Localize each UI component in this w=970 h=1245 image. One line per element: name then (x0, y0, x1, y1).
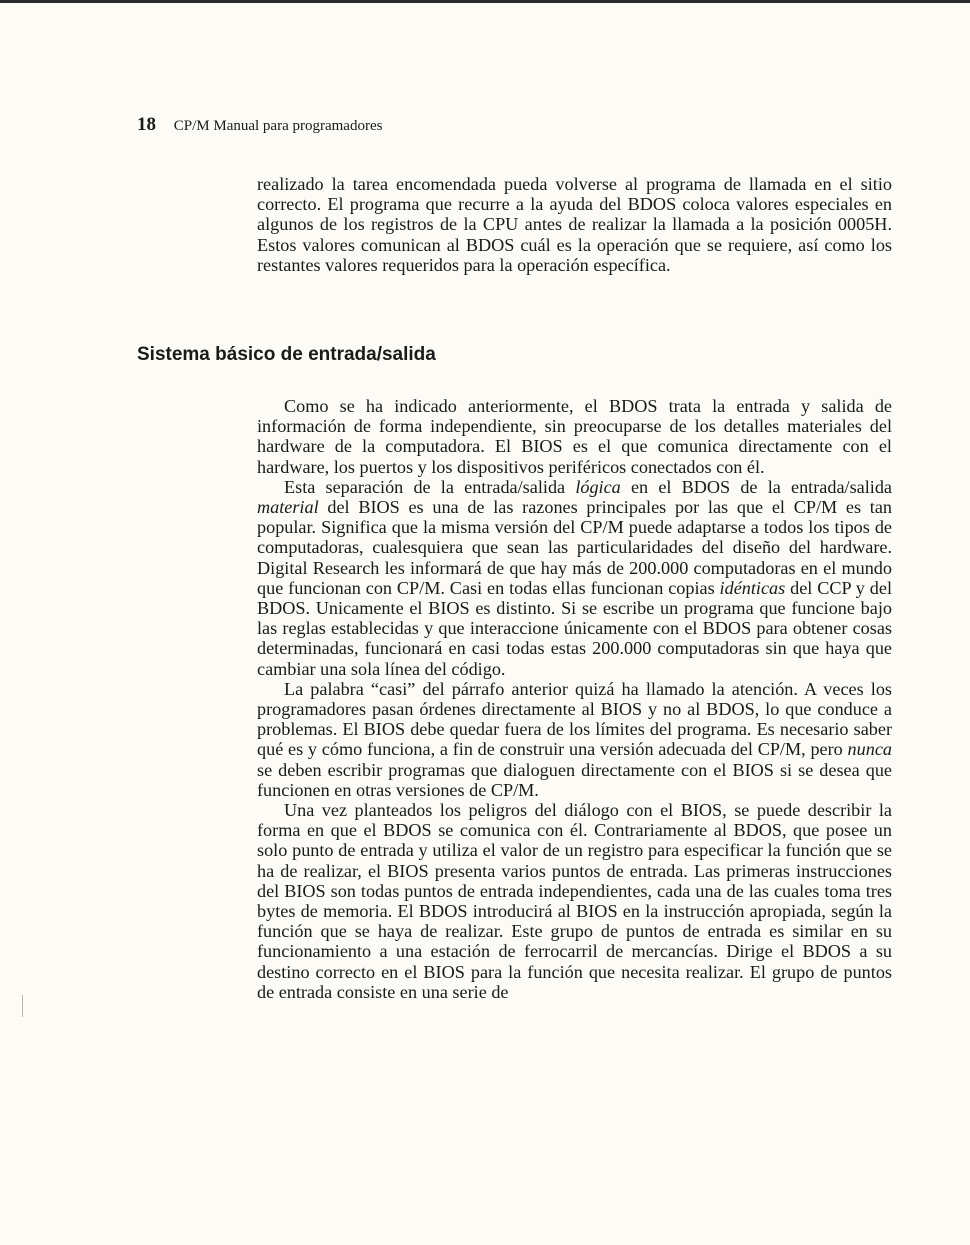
paragraph-2 (257, 477, 892, 679)
paragraph-2-italic-identicas: idénticas (719, 577, 786, 598)
paragraph-2-text-c: del BIOS es una de las razones principales por las que el CP/M es tan popular. Significa que la misma versión del CP/M puede adaptarse a todos los tipos de computadoras, cualesquiera que sean las particularidades del diseño del hardware. Digital Research les informará de que hay más de 200.000 computadoras en el mundo que funcionan con CP/M. Casi en todas ellas funcionan copias (257, 497, 892, 598)
section-heading: Sistema básico de entrada/salida (137, 344, 436, 365)
paragraph-2-italic-logica: lógica (575, 476, 621, 497)
paragraph-2-text-b: en el BDOS de la entrada/salida (620, 476, 893, 497)
page-number: 18 (137, 114, 156, 135)
paragraph-4: Una vez planteados los peligros del diálogo con el BIOS, se puede describir la forma en que el BDOS se comunica con él. Contrariamente al BDOS, que posee un solo punto de entrada y utiliza el valor de un registro para especificar la función que se ha de realizar, el BIOS presenta varios puntos de entrada. Las primeras instrucciones del BIOS son todas puntos de entrada independientes, cada una de las cuales toma tres bytes de memoria. El BDOS introducirá al BIOS en la instrucción apropiada, según la función que se haya de realizar. Este grupo de puntos de entrada es similar en su funcionamiento a una estación de ferrocarril de mercancías. Dirige el BDOS a su destino correcto en el BIOS para la función que necesita realizar. El grupo de puntos de entrada consiste en una serie de (257, 800, 892, 1002)
paragraph-3-text-a: La palabra “casi” del párrafo anterior quizá ha llamado la atención. A veces los programadores pasan órdenes directamente al BIOS y no al BDOS, lo que conduce a problemas. El BIOS debe quedar fuera de los límites del programa. Es necesario saber qué es y cómo funciona, a fin de construir una versión adecuada del CP/M, pero (257, 678, 892, 760)
paragraph-3 (257, 679, 892, 800)
paragraph-3-italic-nunca: nunca (847, 739, 892, 760)
page-top-edge (0, 0, 970, 3)
paragraph-2-text-a: Esta separación de la entrada/salida (284, 476, 576, 497)
intro-text-block (257, 174, 892, 275)
paragraph-3-text-b: se deben escribir programas que dialoguen directamente con el BIOS si se desea que funcionen en otras versiones de CP/M. (257, 759, 892, 800)
section-text-block (257, 396, 892, 1002)
paragraph-2-italic-material: material (257, 497, 319, 518)
page-header (137, 114, 382, 136)
running-title: CP/M Manual para programadores (173, 118, 383, 134)
paragraph-2-text-d: del CCP y del BDOS. Unicamente el BIOS es distinto. Si se escribe un programa que funcione bajo las reglas establecidas y que interaccione únicamente con el BDOS para obtener cosas determinadas, funcionará en casi todas estas 200.000 computadoras sin que haya que cambiar una sola línea del código. (257, 577, 893, 679)
paragraph-1: Como se ha indicado anteriormente, el BDOS trata la entrada y salida de información de forma independiente, sin preocuparse de los detalles materiales del hardware de la computadora. El BIOS es el que comunica directamente con el hardware, los puertos y los dispositivos periféricos conectados con él. (257, 396, 892, 477)
intro-paragraph: realizado la tarea encomendada pueda volverse al programa de llamada en el sitio correcto. El programa que recurre a la ayuda del BDOS coloca valores especiales en algunos de los registros de la CPU antes de realizar la llamada a la posición 0005H. Estos valores comunican al BDOS cuál es la operación que se requiere, así como los restantes valores requeridos para la operación específica. (257, 174, 892, 275)
margin-mark (22, 995, 23, 1017)
